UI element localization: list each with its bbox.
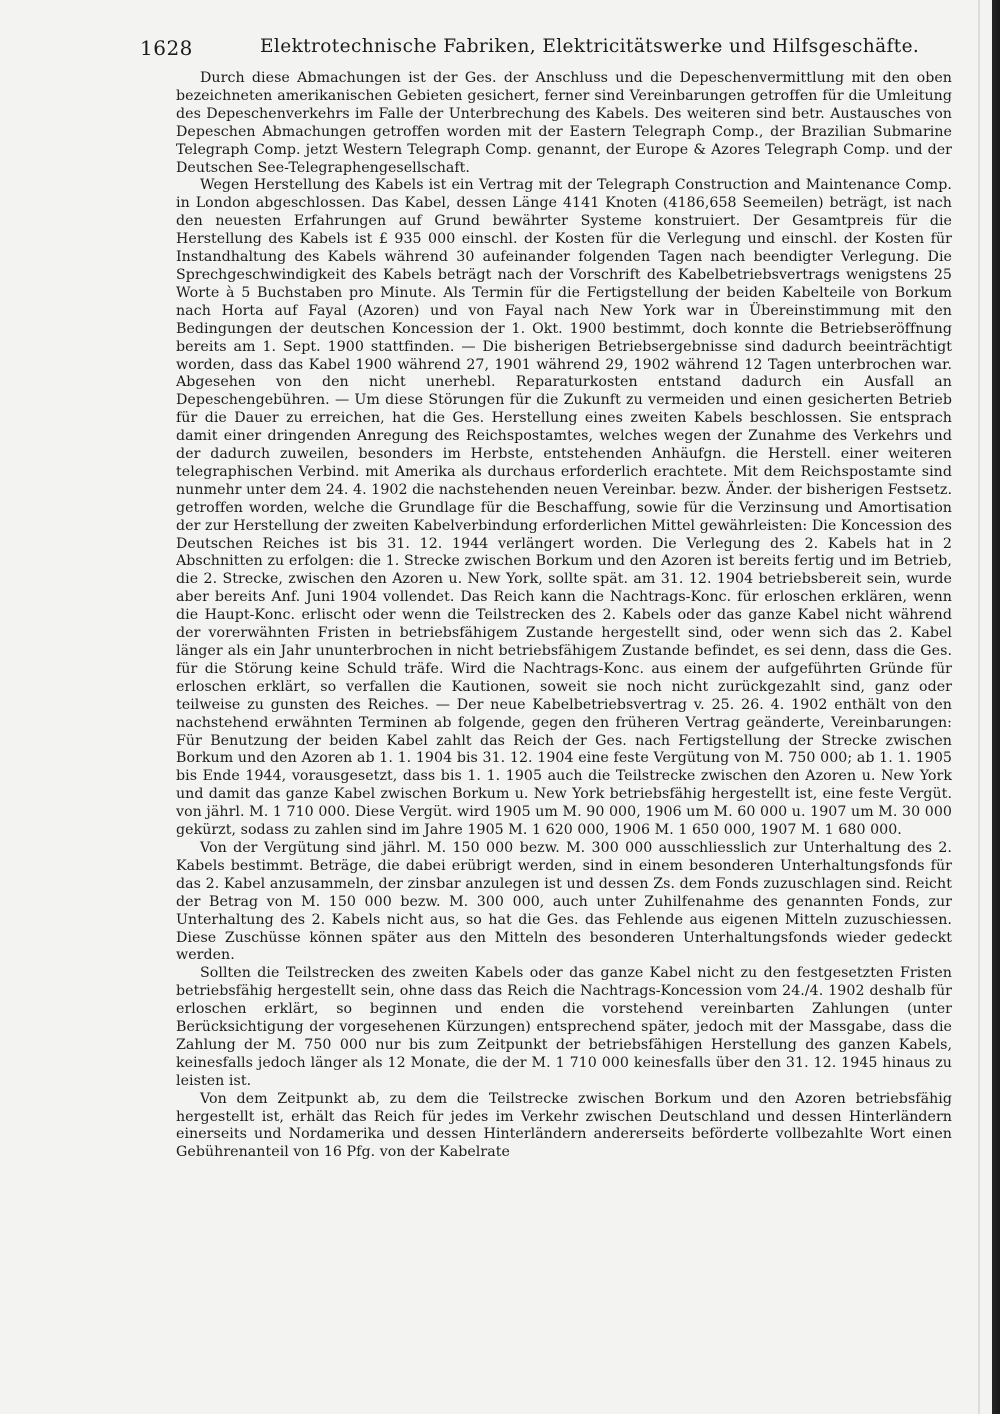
page-header [140, 36, 920, 62]
paragraph: Durch diese Abmachungen ist der Ges. der Anschluss und die Depeschenvermittlung mit den oben bezeichneten amerikanischen Gebieten gesichert, ferner sind Vereinbarungen getroffen für die Umleitung des Depeschenverkehrs im Falle der Unterbrechung des Kabels. Des weiteren sind betr. Austausches von Depeschen Abmachungen getroffen worden mit der Eastern Telegraph Comp., der Brazilian Submarine Telegraph Comp. jetzt Western Telegraph Comp. genannt, der Europe & Azores Telegraph Comp. und der Deutschen See-Telegraphengesellschaft. [176, 70, 952, 176]
paragraph: Von dem Zeitpunkt ab, zu dem die Teilstrecke zwischen Borkum und den Azoren betriebsfähig hergestellt ist, erhält das Reich für jedes im Verkehr zwischen Deutschland und dessen Hinterländern einerseits und Nordamerika und dessen Hinterländern andererseits beförderte vollbezahlte Wort einen Gebührenanteil von 16 Pfg. von der Kabelrate [176, 1090, 952, 1161]
body-text [176, 70, 952, 1400]
paragraph: Sollten die Teilstrecken des zweiten Kabels oder das ganze Kabel nicht zu den festgesetzten Fristen betriebsfähig hergestellt sein, ohne dass das Reich die Nachtrags-Koncession vom 24./4. 1902 deshalb für erloschen erklärt, so beginnen und enden die vorstehend vereinbarten Zahlungen (unter Berücksichtigung der vorgesehenen Kürzungen) entsprechend später, jedoch mit der Massgabe, dass die Zahlung der M. 750 000 nur bis zum Zeitpunkt der betriebsfähigen Herstellung des ganzen Kabels, keinesfalls jedoch länger als 12 Monate, die der M. 1 710 000 keinesfalls über den 31. 12. 1945 hinaus zu leisten ist. [176, 965, 952, 1089]
paragraph: Von der Vergütung sind jährl. M. 150 000 bezw. M. 300 000 ausschliesslich zur Unterhaltung des 2. Kabels bestimmt. Beträge, die dabei erübrigt werden, sind in einem besonderen Unterhaltungsfonds für das 2. Kabel anzusammeln, der zinsbar anzulegen ist und dessen Zs. dem Fonds zuzuschlagen sind. Reicht der Betrag von M. 150 000 bezw. M. 300 000, auch unter Zuhilfenahme des genannten Fonds, zur Unterhaltung des 2. Kabels nicht aus, so hat die Ges. das Fehlende aus eigenen Mitteln zuzuschiessen. Diese Zuschüsse können später aus den Mitteln des besonderen Unterhaltungsfonds wieder gedeckt werden. [176, 839, 952, 964]
page-edge-shadow [956, 0, 1000, 1414]
page-number: 1628 [140, 36, 193, 60]
paragraph: Wegen Herstellung des Kabels ist ein Vertrag mit der Telegraph Construction and Maintenance Comp. in London abgeschlossen. Das Kabel, dessen Länge 4141 Knoten (4186,658 Seemeilen) beträgt, ist nach den neuesten Erfahrungen auf Grund bewährter Systeme konstruiert. Der Gesamtpreis für die Herstellung des Kabels ist £ 935 000 einschl. der Kosten für die Verlegung und einschl. der Kosten für Instandhaltung des Kabels während 30 aufeinander folgenden Tagen nach beendigter Verlegung. Die Sprechgeschwindigkeit des Kabels beträgt nach der Vorschrift des Kabelbetriebsvertrags wenigstens 25 Worte à 5 Buchstaben pro Minute. Als Termin für die Fertigstellung der beiden Kabelteile von Borkum nach Horta auf Fayal (Azoren) und von Fayal nach New York war in Übereinstimmung mit den Bedingungen der deutschen Koncession der 1. Okt. 1900 bestimmt, doch konnte die Betriebseröffnung bereits am 1. Sept. 1900 stattfinden. — Die bisherigen Betriebsergebnisse sind dadurch beeinträchtigt worden, dass das Kabel 1900 während 27, 1901 während 29, 1902 während 12 Tagen unterbrochen war. Abgesehen von den nicht unerhebl. Reparaturkosten entstand dadurch ein Ausfall an Depeschengebühren. — Um diese Störungen für die Zukunft zu vermeiden und einen gesicherten Betrieb für die Dauer zu erreichen, hat die Ges. Herstellung eines zweiten Kabels beschlossen. Sie entsprach damit einer dringenden Anregung des Reichspostamtes, welches wegen der Zunahme des Verkehrs und der dadurch zuweilen, besonders im Herbste, entstehenden Anhäufgn. die Herstell. einer weiteren telegraphischen Verbind. mit Amerika als durchaus erforderlich erachtete. Mit dem Reichspostamte sind nunmehr unter dem 24. 4. 1902 die nachstehenden neuen Vereinbar. bezw. Änder. der bisherigen Festsetz. getroffen worden, welche die Grundlage für die Beschaffung, sowie für die Verzinsung und Amortisation der zur Herstellung der zweiten Kabelverbindung erforderlichen Mittel gewährleisten: Die Koncession des Deutschen Reiches ist bis 31. 12. 1944 verlängert worden. Die Verlegung des 2. Kabels hat in 2 Abschnitten zu erfolgen: die 1. Strecke zwischen Borkum und den Azoren ist bereits fertig und im Betrieb, die 2. Strecke, zwischen den Azoren u. New York, sollte spät. am 31. 12. 1904 betriebsbereit sein, wurde aber bereits Anf. Juni 1904 vollendet. Das Reich kann die Nachtrags-Konc. für erloschen erklären, wenn die Haupt-Konc. erlischt oder wenn die Teilstrecken des 2. Kabels oder das ganze Kabel nicht während der vorerwähnten Fristen in betriebsfähigem Zustande hergestellt sind, oder wenn sich das 2. Kabel länger als ein Jahr ununterbrochen in nicht betriebsfähigem Zustande befindet, es sei denn, dass die Ges. für die Störung keine Schuld träfe. Wird die Nachtrags-Konc. aus einem der aufgeführten Gründe für erloschen erklärt, so verfallen die Kautionen, soweit sie noch nicht zurückgezahlt sind, ganz oder teilweise zu gunsten des Reiches. — Der neue Kabelbetriebsvertrag v. 25. 26. 4. 1902 enthält von den nachstehend erwähnten Terminen ab folgende, gegen den früheren Vertrag geänderte, Vereinbarungen: Für Benutzung der beiden Kabel zahlt das Reich der Ges. nach Fertigstellung der Strecke zwischen Borkum und den Azoren ab 1. 1. 1904 bis 31. 12. 1904 eine feste Vergütung von M. 750 000; ab 1. 1. 1905 bis Ende 1944, vorausgesetzt, dass bis 1. 1. 1905 auch die Teilstrecke zwischen den Azoren u. New York und damit das ganze Kabel zwischen Borkum u. New York betriebsfähig hergestellt ist, eine feste Vergüt. von jährl. M. 1 710 000. Diese Vergüt. wird 1905 um M. 90 000, 1906 um M. 60 000 u. 1907 um M. 30 000 gekürzt, sodass zu zahlen sind im Jahre 1905 M. 1 620 000, 1906 M. 1 650 000, 1907 M. 1 680 000. [176, 177, 952, 839]
running-title: Elektrotechnische Fabriken, Elektricitätswerke und Hilfsgeschäfte. [260, 36, 920, 57]
